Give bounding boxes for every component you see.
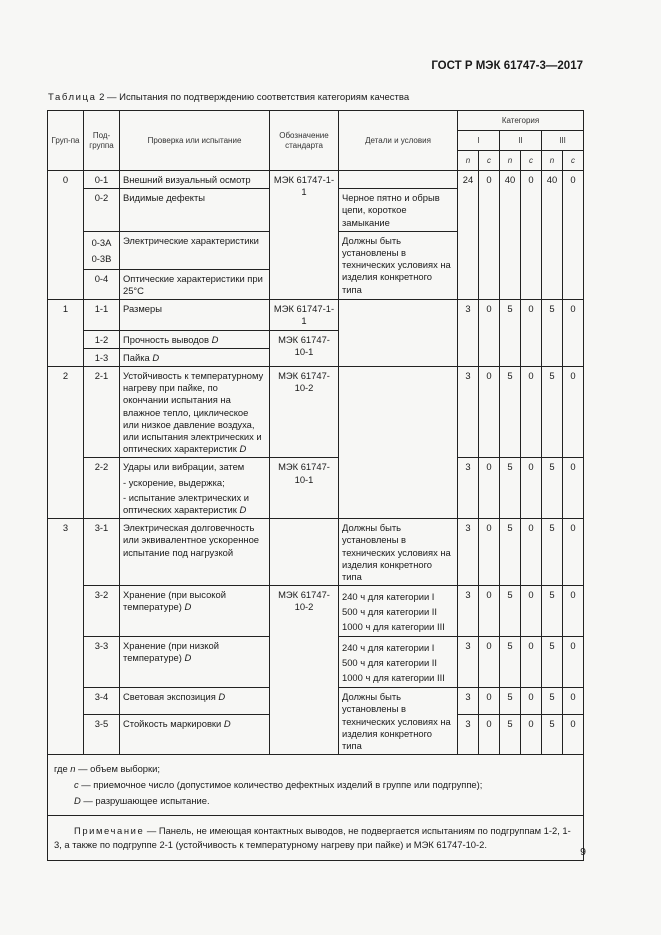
test-subitem: - испытание электрических и оптических характеристик [123, 491, 249, 516]
value-n: 5 [542, 688, 563, 715]
value-n: 5 [542, 300, 563, 367]
standard-ref: МЭК 61747-10-2 [270, 367, 339, 458]
destructive-mark: D [184, 601, 192, 613]
test-name: Электрическая долговечность или эквивалентное ускоренное испытание под нагрузкой [120, 519, 270, 586]
standard-ref [270, 519, 339, 586]
details-cell [339, 586, 458, 637]
details-line: 240 ч для категории I [342, 642, 435, 654]
legend-c [54, 777, 577, 793]
legend [48, 755, 584, 816]
details-line: 500 ч для категории II [342, 606, 438, 618]
value-c: 0 [521, 586, 542, 637]
test-text: Прочность выводов [123, 333, 209, 345]
col-standard: Обозначение стандарта [270, 111, 339, 171]
test-text: Пайка [123, 351, 150, 363]
test-name [120, 330, 270, 348]
value-n: 5 [542, 586, 563, 637]
test-text: Устойчивость к температурному нагреву при пайке, по окончании испытания на влажное тепло, циклическое или низкое давление воздуха, или испытания электрических и оптических характеристик [123, 370, 264, 455]
value-n: 3 [458, 586, 479, 637]
standard-ref: МЭК 61747-10-1 [270, 330, 339, 366]
legend-d-text: — разрушающее испытание. [80, 795, 210, 807]
details-line: 1000 ч для категории III [342, 672, 445, 684]
table-row [48, 458, 584, 519]
cat-1: I [458, 131, 500, 151]
value-n: 5 [500, 300, 521, 367]
value-n: 3 [458, 688, 479, 715]
subgroup-number: 1-2 [84, 330, 120, 348]
test-name: Видимые дефекты [120, 189, 270, 232]
table-caption [48, 92, 409, 103]
subgroup-number: 3-4 [84, 688, 120, 715]
subgroup-number: 1-3 [84, 348, 120, 366]
value-n: 3 [458, 637, 479, 688]
test-name [120, 586, 270, 637]
value-c: 0 [563, 300, 584, 367]
value-n: 5 [500, 519, 521, 586]
value-c: 0 [563, 171, 584, 300]
note-text: — Панель, не имеющая контактных выводов, не подвергается испытаниям по подгруппам 1-2, 1-3, а также по подгруппе 2-1 (устойчивость к температурному нагреву при пайке) и МЭК 61747-10-2. [54, 825, 571, 851]
destructive-mark: D [223, 718, 231, 730]
n-header: n [458, 151, 479, 171]
value-n: 5 [500, 715, 521, 755]
value-n: 5 [542, 458, 563, 519]
standard-ref: МЭК 61747-10-1 [270, 458, 339, 519]
test-text: Стойкость маркировки [123, 718, 222, 730]
value-c: 0 [521, 171, 542, 300]
test-name [120, 715, 270, 755]
value-n: 5 [542, 367, 563, 458]
legend-row [48, 755, 584, 816]
subgroup-number: 2-2 [84, 458, 120, 519]
value-c: 0 [479, 300, 500, 367]
table-row [48, 171, 584, 189]
destructive-mark: D [152, 351, 160, 363]
quality-tests-table [47, 110, 584, 861]
col-test: Проверка или испытание [120, 111, 270, 171]
legend-n [54, 761, 577, 777]
subgroup-number: 2-1 [84, 367, 120, 458]
value-n: 5 [542, 519, 563, 586]
destructive-mark: D [218, 691, 226, 703]
destructive-mark: D [184, 652, 192, 664]
value-n: 3 [458, 300, 479, 367]
caption-text: 2 — Испытания по подтверждению соответствия категориям качества [96, 92, 410, 103]
value-c: 0 [521, 637, 542, 688]
value-c: 0 [521, 715, 542, 755]
value-c: 0 [521, 458, 542, 519]
subgroup-number: 0-4 [84, 269, 120, 299]
table-row [48, 519, 584, 586]
value-c: 0 [521, 688, 542, 715]
test-text: Световая экспозиция [123, 691, 216, 703]
value-n: 5 [500, 367, 521, 458]
col-group: Груп-па [48, 111, 84, 171]
value-n: 5 [500, 458, 521, 519]
subgroup-number: 0-3A 0-3B [84, 231, 120, 269]
value-n: 5 [500, 637, 521, 688]
standard-ref: МЭК 61747-10-2 [270, 586, 339, 755]
value-c: 0 [521, 300, 542, 367]
value-n: 3 [458, 715, 479, 755]
value-c: 0 [479, 637, 500, 688]
value-c: 0 [563, 519, 584, 586]
test-text: Удары или вибрации, затем [123, 461, 245, 473]
details-cell [339, 171, 458, 189]
n-header: n [500, 151, 521, 171]
group-number: 0 [48, 171, 84, 300]
value-c: 0 [563, 458, 584, 519]
n-header: n [542, 151, 563, 171]
value-n: 24 [458, 171, 479, 300]
test-name [120, 688, 270, 715]
test-name [120, 637, 270, 688]
group-number: 3 [48, 519, 84, 755]
value-c: 0 [479, 519, 500, 586]
test-text: Хранение (при низкой температуре) [123, 640, 219, 664]
details-cell: Должны быть установлены в технических условиях на изделия конкретного типа [339, 231, 458, 299]
col-subgroup: Под-группа [84, 111, 120, 171]
table-row [48, 367, 584, 458]
group-number: 1 [48, 300, 84, 367]
value-c: 0 [479, 715, 500, 755]
details-cell: Должны быть установлены в технических условиях на изделия конкретного типа [339, 688, 458, 755]
note [48, 816, 584, 861]
value-c: 0 [563, 688, 584, 715]
note-row [48, 816, 584, 861]
test-text: Хранение (при высокой температуре) [123, 589, 226, 613]
c-header: c [521, 151, 542, 171]
value-c: 0 [479, 171, 500, 300]
details-cell: Черное пятно и обрыв цепи, короткое замыкание [339, 189, 458, 232]
details-line: 240 ч для категории I [342, 591, 435, 603]
details-line: 500 ч для категории II [342, 657, 438, 669]
document-code: ГОСТ Р МЭК 61747-3—2017 [431, 60, 583, 72]
header-row [48, 111, 584, 131]
subgroup-number: 0-1 [84, 171, 120, 189]
value-n: 3 [458, 519, 479, 586]
value-c: 0 [563, 637, 584, 688]
subgroup-number: 3-1 [84, 519, 120, 586]
test-subitem: - ускорение, выдержка; [123, 476, 225, 488]
details-line: 1000 ч для категории III [342, 621, 445, 633]
test-name: Размеры [120, 300, 270, 330]
legend-d [54, 793, 577, 809]
destructive-mark: D [239, 443, 247, 455]
value-c: 0 [563, 715, 584, 755]
group-number: 2 [48, 367, 84, 519]
test-name: Электрические характеристики [120, 231, 270, 269]
legend-n-symbol: n [70, 763, 76, 775]
value-n: 3 [458, 367, 479, 458]
legend-c-text: — приемочное число (допустимое количество дефектных изделий в группе или подгруппе); [78, 779, 483, 791]
test-name: Внешний визуальный осмотр [120, 171, 270, 189]
test-name [120, 367, 270, 458]
legend-d-symbol: D [74, 795, 81, 807]
standard-ref: МЭК 61747-1-1 [270, 171, 339, 300]
col-details: Детали и условия [339, 111, 458, 171]
value-n: 5 [542, 637, 563, 688]
legend-c-symbol: c [74, 779, 79, 791]
value-n: 40 [500, 171, 521, 300]
destructive-mark: D [239, 504, 247, 516]
value-c: 0 [479, 367, 500, 458]
details-cell [339, 367, 458, 519]
details-cell [339, 300, 458, 367]
c-header: c [563, 151, 584, 171]
details-cell [339, 637, 458, 688]
legend-where: где [54, 763, 68, 775]
table-row [48, 586, 584, 637]
legend-n-text: — объем выборки; [75, 763, 160, 775]
value-c: 0 [479, 586, 500, 637]
subgroup-number: 3-3 [84, 637, 120, 688]
value-n: 3 [458, 458, 479, 519]
cat-2: II [500, 131, 542, 151]
value-c: 0 [521, 519, 542, 586]
value-n: 40 [542, 171, 563, 300]
value-n: 5 [500, 688, 521, 715]
test-name [120, 348, 270, 366]
value-c: 0 [479, 688, 500, 715]
standard-ref: МЭК 61747-1-1 [270, 300, 339, 330]
value-c: 0 [563, 367, 584, 458]
subgroup-number: 0-2 [84, 189, 120, 232]
c-header: c [479, 151, 500, 171]
table-row [48, 300, 584, 330]
value-c: 0 [563, 586, 584, 637]
subgroup-number: 1-1 [84, 300, 120, 330]
col-category: Категория [458, 111, 584, 131]
value-c: 0 [479, 458, 500, 519]
value-n: 5 [542, 715, 563, 755]
value-n: 5 [500, 586, 521, 637]
destructive-mark: D [211, 333, 219, 345]
details-cell: Должны быть установлены в технических условиях на изделия конкретного типа [339, 519, 458, 586]
test-name [120, 458, 270, 519]
subgroup-number: 3-5 [84, 715, 120, 755]
subgroup-number: 3-2 [84, 586, 120, 637]
test-name: Оптические характеристики при 25°C [120, 269, 270, 299]
cat-3: III [542, 131, 584, 151]
caption-label: Таблица [48, 92, 97, 103]
value-c: 0 [521, 367, 542, 458]
note-label: Примечание [74, 825, 145, 837]
page-number: 9 [580, 846, 586, 858]
